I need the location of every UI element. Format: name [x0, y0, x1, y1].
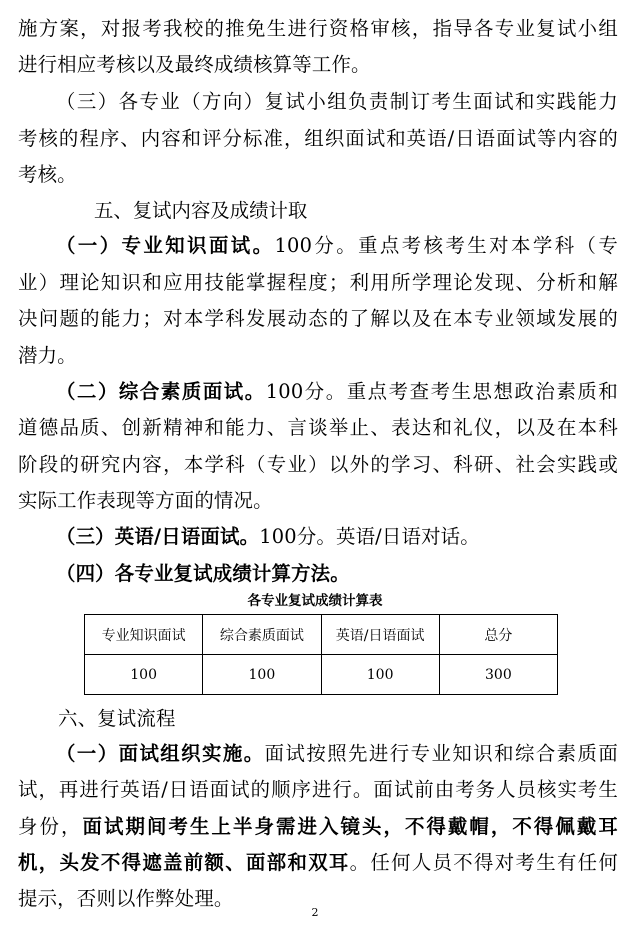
paragraph-title: （二）综合素质面试。 [56, 380, 266, 403]
text-line: 决问题的能力；对本学科发展动态的了解以及在本专业领域发展的 [18, 307, 618, 330]
paragraph-title: （一）面试组织实施。 [56, 742, 265, 765]
text-line [18, 814, 618, 840]
table-header-cell: 英语/日语面试 [321, 615, 439, 655]
paragraph-title: （四）各专业复试成绩计算方法。 [56, 562, 350, 585]
text-line: 潜力。 [18, 344, 77, 367]
text-line: （三）各专业（方向）复试小组负责制订考生面试和实践能力 [56, 90, 618, 113]
paragraph-text: 面试按照先进行专业知识和综合素质面 [264, 742, 619, 765]
text-line: 试，再进行英语/日语面试的顺序进行。面试前由考务人员核实考生 [18, 778, 618, 801]
bold-text-segment: 机，头发不得遮盖前额、面部和双耳 [18, 851, 350, 874]
table-cell: 100 [85, 655, 203, 695]
text-segment: 。任何人员不得对考生有任何 [349, 851, 618, 874]
paragraph-text: 100分。重点考核考生对本学科（专 [274, 234, 618, 257]
table-header-cell: 总分 [439, 615, 557, 655]
text-line: 考核。 [18, 163, 77, 186]
paragraph-title: （三）英语/日语面试。 [56, 525, 260, 548]
section-heading-5: 五、复试内容及成绩计取 [94, 199, 308, 222]
paragraph-text: 100分。重点考查考生思想政治素质和 [265, 380, 618, 403]
text-line: 进行相应考核以及最终成绩核算等工作。 [18, 53, 371, 76]
text-line: 道德品质、创新精神和能力、言谈举止、表达和礼仪，以及在本科 [18, 416, 618, 439]
text-line: 施方案，对报考我校的推免生进行资格审核，指导各专业复试小组 [18, 17, 618, 40]
text-line: 实际工作表现等方面的情况。 [18, 489, 273, 512]
table-cell: 100 [203, 655, 321, 695]
table-cell: 100 [321, 655, 439, 695]
paragraph-text: 100分。英语/日语对话。 [259, 525, 480, 548]
table-title: 各专业复试成绩计算表 [247, 593, 383, 609]
text-line: 业）理论知识和应用技能掌握程度；利用所学理论发现、分析和解 [18, 271, 618, 294]
text-line [18, 850, 618, 876]
table-row [85, 655, 558, 695]
paragraph-first-line [56, 379, 618, 405]
page-number: 2 [311, 906, 319, 919]
paragraph-first-line [56, 741, 618, 767]
table-header-row [85, 615, 558, 655]
text-line: 提示，否则以作弊处理。 [18, 887, 234, 910]
paragraph-first-line [56, 524, 618, 550]
table-header-cell: 综合素质面试 [203, 615, 321, 655]
table-header-cell: 专业知识面试 [85, 615, 203, 655]
paragraph-first-line [56, 233, 618, 259]
section-heading-6: 六、复试流程 [58, 707, 176, 730]
table-cell: 300 [439, 655, 557, 695]
bold-text-segment: 面试期间考生上半身需进入镜头，不得戴帽，不得佩戴耳 [82, 815, 619, 838]
text-segment: 身份， [18, 815, 83, 838]
text-line: 考核的程序、内容和评分标准，组织面试和英语/日语面试等内容的 [18, 127, 618, 150]
text-line: 阶段的研究内容，本学科（专业）以外的学习、科研、社会实践或 [18, 453, 618, 476]
score-table [84, 614, 558, 695]
paragraph-title: （一）专业知识面试。 [56, 234, 275, 257]
